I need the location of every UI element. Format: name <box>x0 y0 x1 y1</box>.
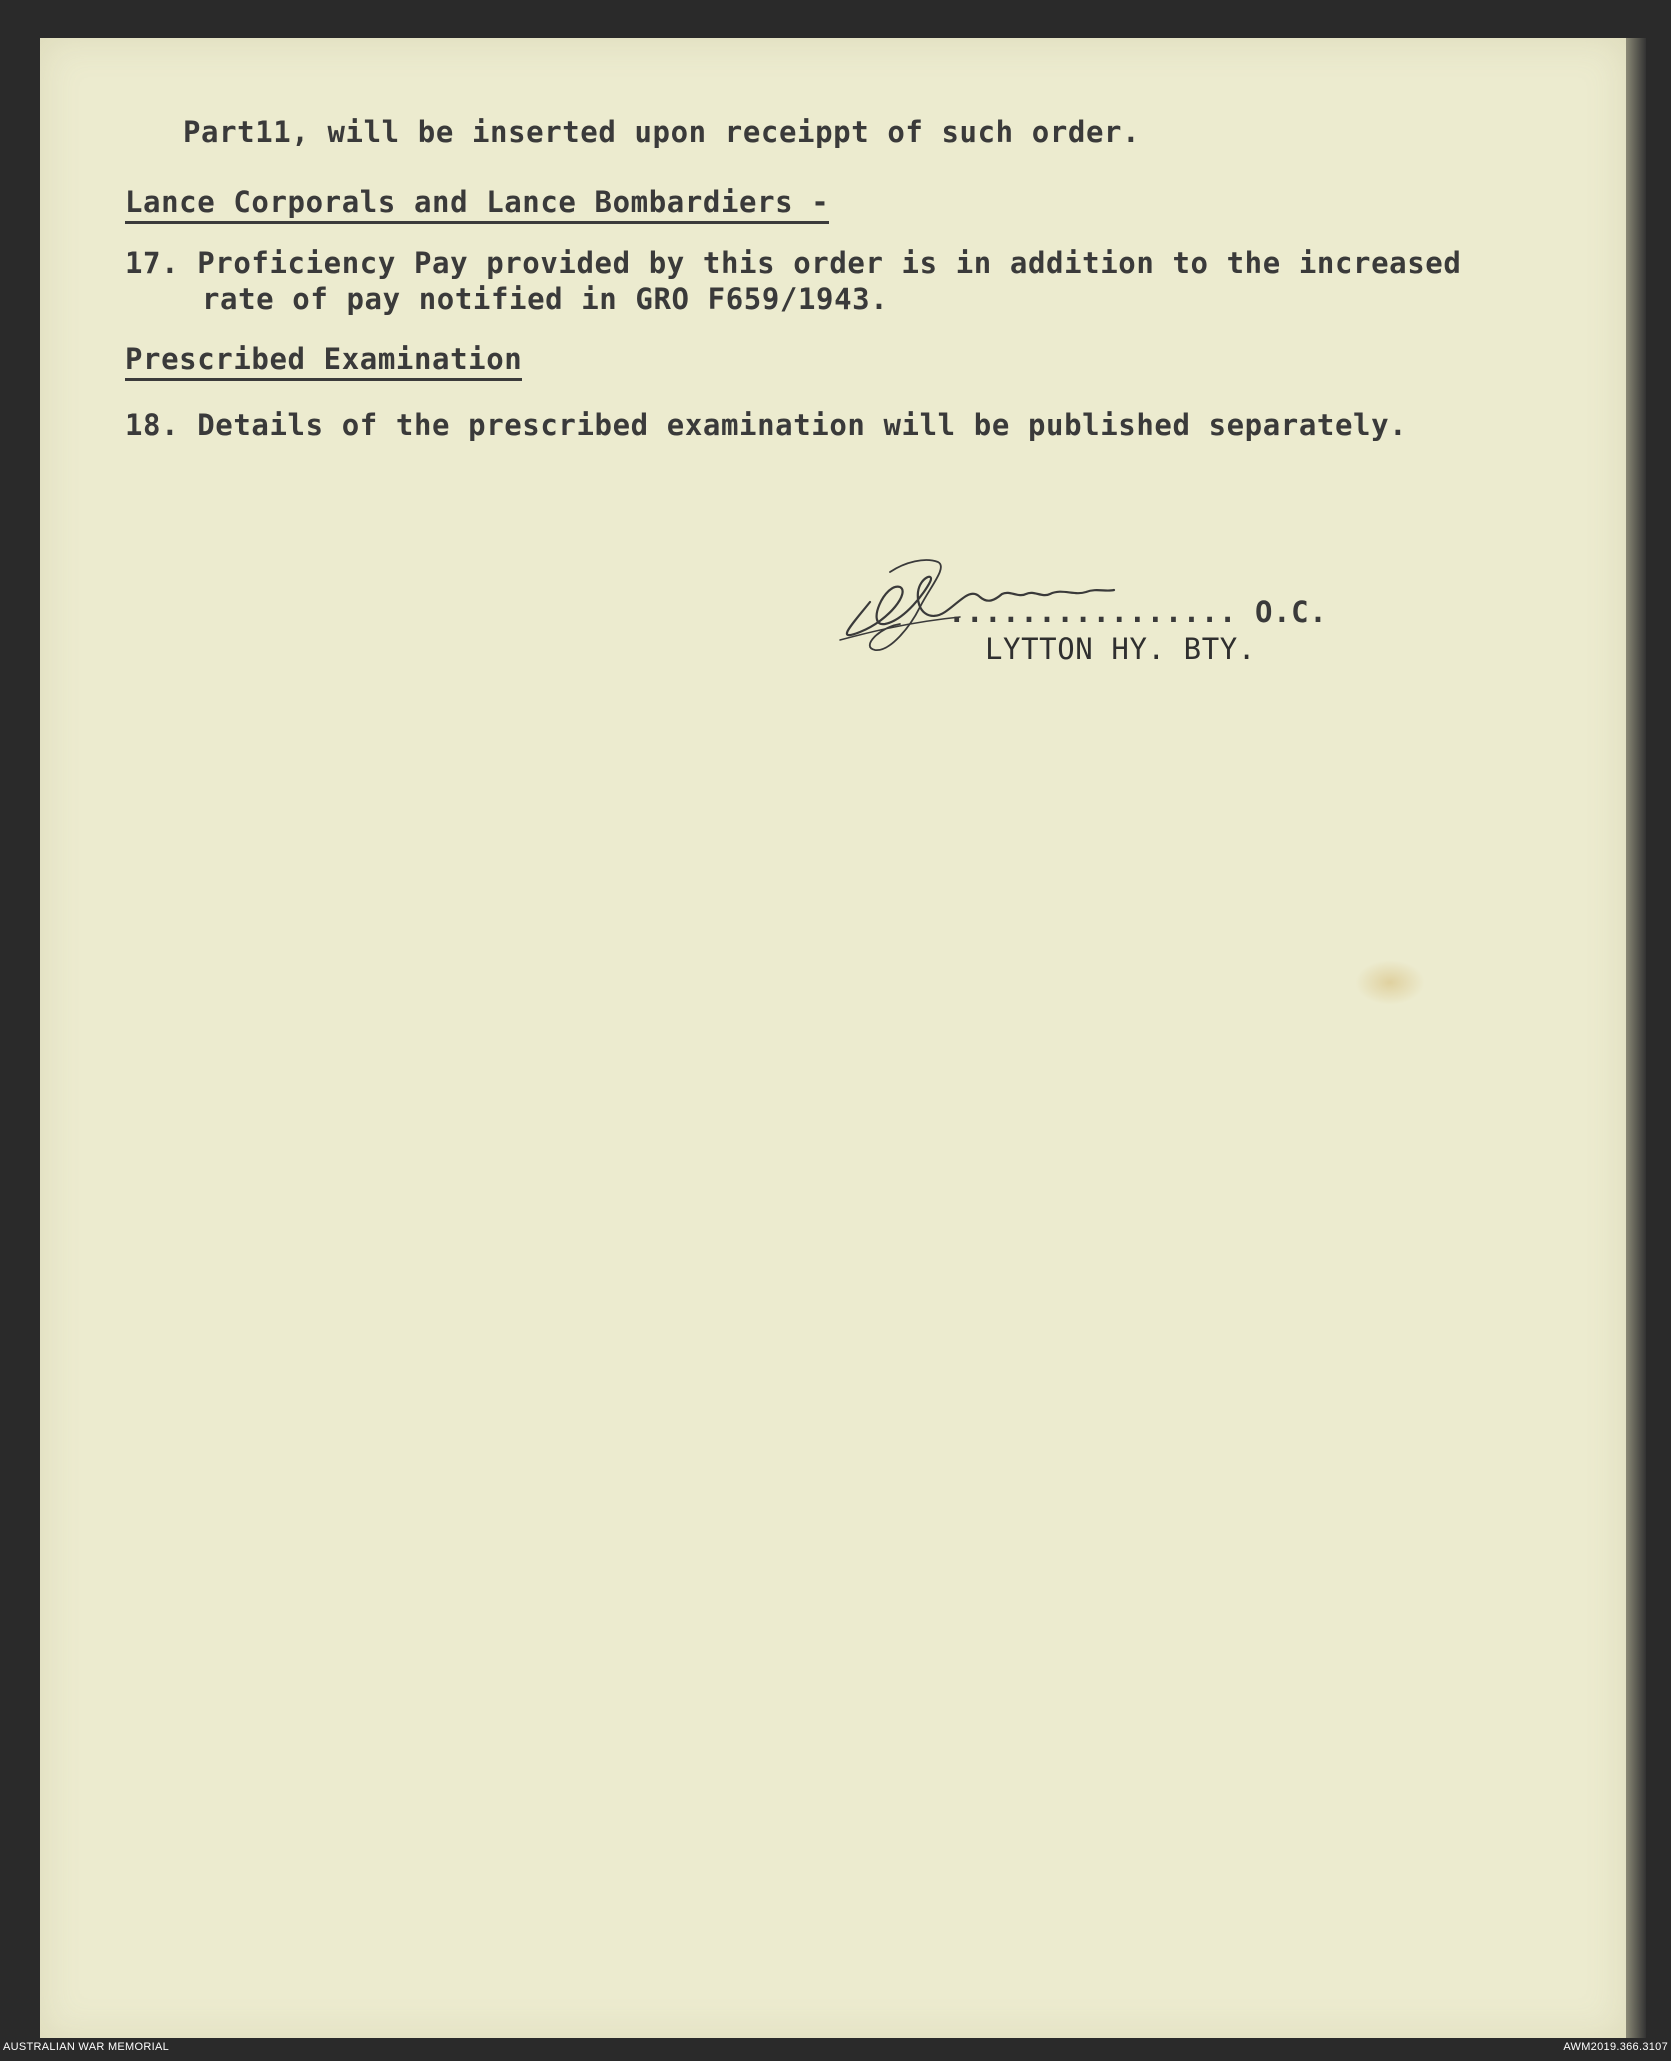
signature-unit: LYTTON HY. BTY. <box>985 632 1256 666</box>
paper-stain <box>1355 960 1425 1005</box>
paragraph-part-ii: Part11, will be inserted upon receippt of such order. <box>183 115 1141 149</box>
footer-catalogue-id: AWM2019.366.3107 <box>1563 2041 1668 2053</box>
item-18: 18. Details of the prescribed examination will be published separately. <box>125 408 1408 442</box>
item-17-line-1: 17. Proficiency Pay provided by this order is in addition to the increased <box>125 246 1462 280</box>
page-edge-shadow <box>1626 38 1646 2038</box>
item-17-line-2: rate of pay notified in GRO F659/1943. <box>202 282 889 316</box>
footer-institution: AUSTRALIAN WAR MEMORIAL <box>3 2041 170 2053</box>
heading-prescribed-examination: Prescribed Examination <box>125 342 522 381</box>
heading-lance-corporals: Lance Corporals and Lance Bombardiers - <box>125 185 829 224</box>
signature-line: ................ O.C. <box>948 595 1328 629</box>
document-page <box>40 38 1626 2038</box>
